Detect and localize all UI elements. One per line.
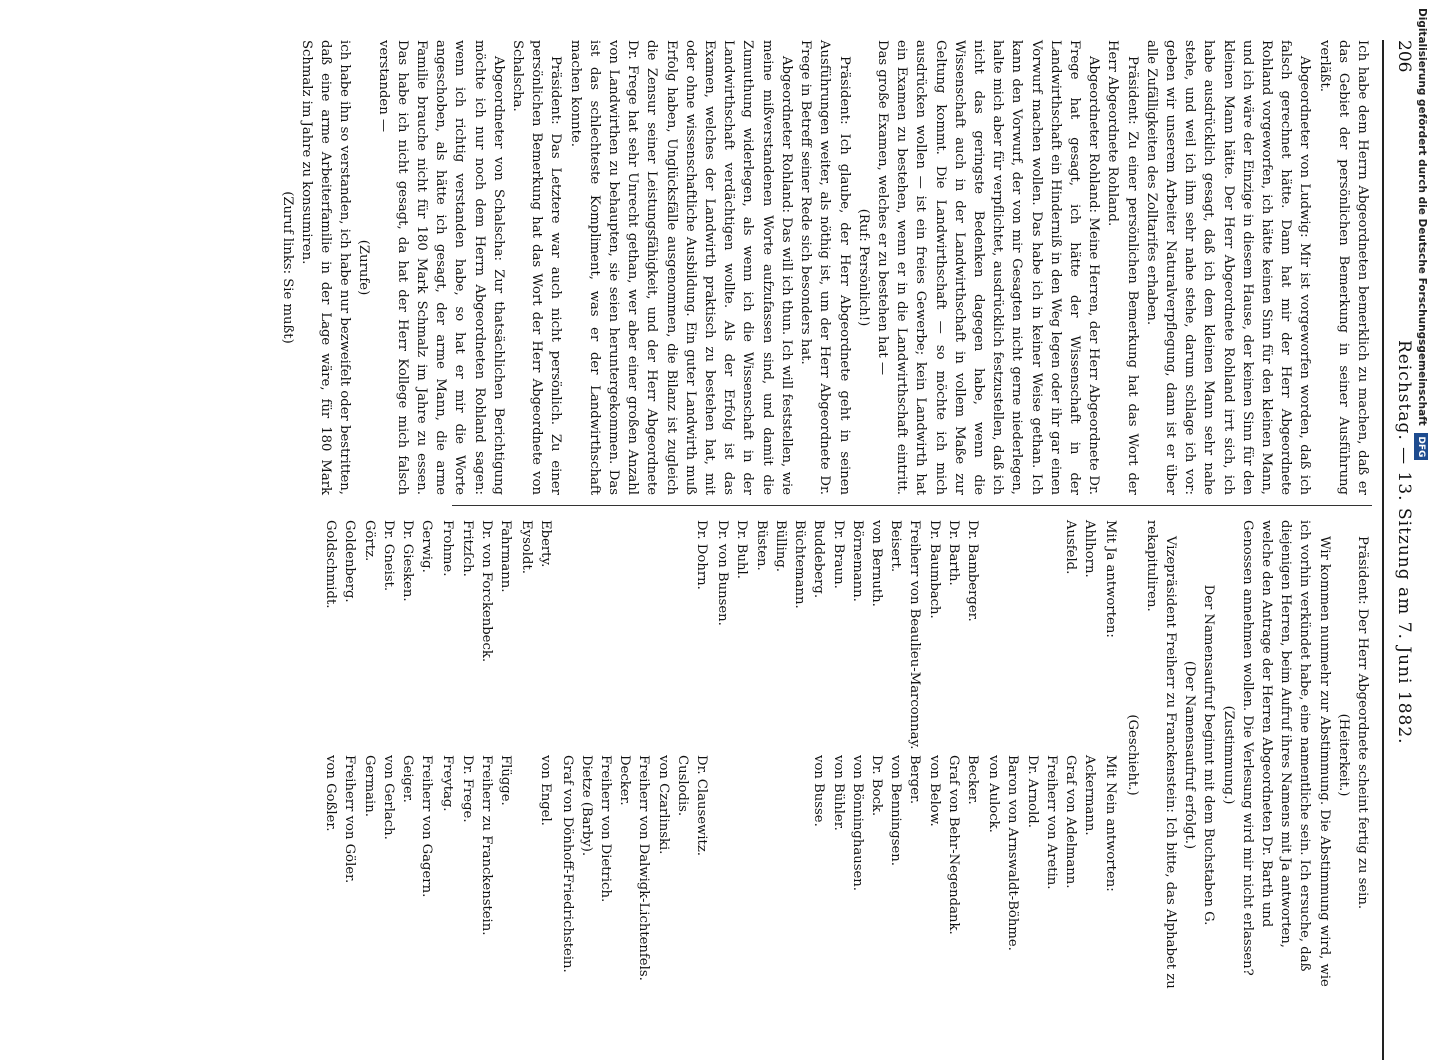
vote-headings — [1101, 520, 1120, 990]
yes-names — [713, 520, 982, 755]
name-entry: Dietze (Barby). — [578, 755, 594, 857]
name-entry: Fahrmann. — [498, 520, 514, 593]
name-entry: Börnemann. — [849, 520, 865, 602]
paragraph: Abgeordneter von Schalscha: Zur thatsächlichen Berichtigung möchte ich nur noch dem Herrn Abgeordneten Rohland sagen: wenn ich richtig verstanden habe, so hat er mir die Worte angeschoben, als hätte ich gesagt, der arme Mann, die arme Familie brauche nicht für 180 Mark Schmalz im Jahre zu essen. Das habe ich nicht gesagt, da hat der Herr Kollege mich falsch verstanden — — [375, 40, 506, 495]
name-entry: Görtz. — [361, 520, 377, 562]
name-entry: Baron von Arnswaldt-Böhme. — [1005, 755, 1021, 951]
name-entry: Ahlhorn. — [1082, 520, 1098, 578]
name-entry: Freiherr von Göler. — [342, 755, 358, 884]
name-entry: Flügge. — [498, 755, 514, 806]
notice-text: Digitalisierung gefördert durch die Deutsche Forschungsgemeinschaft — [1416, 8, 1428, 426]
name-entry: Frohme. — [440, 520, 456, 577]
name-entry: Freytag. — [440, 755, 456, 812]
no-names — [557, 755, 711, 990]
name-entry: Dr. Frege. — [459, 755, 475, 823]
name-entry: Beisert. — [888, 520, 904, 573]
interjection: (Geschieht.) — [1124, 714, 1140, 796]
vote-block — [321, 520, 436, 990]
name-entry: Dr. Braun. — [830, 520, 846, 589]
no-names — [517, 755, 555, 990]
header-rule — [1382, 40, 1384, 1060]
name-entry: Ausfeld. — [1062, 520, 1078, 575]
name-entry: Freiherr von Dalwigk-Lichtenfels. — [636, 755, 652, 981]
paragraph: Präsident: Ich glaube, der Herr Abgeordnete geht in seinen Ausführungen weiter, als nöthig ist, um der Herr Abgeordnete Dr. Frege in Betreff seiner Rede sich besonders hat. — [798, 40, 852, 495]
paragraph: Der Namensaufruf beginnt mit dem Buchstaben G. — [1201, 584, 1217, 926]
paragraph: Präsident: Der Herr Abgeordnete scheint fertig zu sein. — [1355, 536, 1370, 910]
interjection: (Der Namensaufruf erfolgt.) — [1182, 660, 1198, 850]
vote-block — [984, 520, 1099, 990]
interjection: (Zurufe) — [356, 239, 372, 296]
name-entry: Eberty. — [538, 520, 554, 568]
yes-names — [438, 520, 515, 755]
no-names — [438, 755, 515, 990]
name-entry: von Engel. — [538, 755, 554, 826]
name-entry: Dr. von Forckenbeck. — [478, 520, 494, 663]
name-entry: Dr. Arnold. — [1024, 755, 1040, 828]
yes-names — [321, 520, 436, 755]
vote-block — [517, 520, 555, 990]
name-entry: Graf von Dönhoff-Friedrichstein. — [559, 755, 575, 973]
interjection: (Heiterkeit.) — [1335, 713, 1351, 797]
right-column — [323, 520, 1372, 990]
paragraph: Wir kommen nunmehr zur Abstimmung. Die Abstimmung wird, wie ich vorhin verkündet habe, eine namentliche sein. Ich ersuche, daß diejenigen Herren, beim Aufruf ihres Namens mit Ja antworten, welche den Antrage der Herren Abgeordneten Dr. Barth und Genossen annehmen wollen. Die Verlesung wird mir nicht erlassen? — [1239, 520, 1332, 987]
yes-names — [557, 520, 711, 755]
no-names — [984, 755, 1099, 990]
digitization-notice-text — [1412, 8, 1432, 998]
name-entry: Cuslodis. — [674, 755, 690, 817]
yes-heading: Mit Ja antworten: — [1103, 520, 1119, 638]
name-entry: Graf von Behr-Negendank. — [945, 755, 961, 935]
name-entry: von Gerlach. — [380, 755, 396, 840]
name-entry: Gerwig. — [419, 520, 435, 573]
name-entry: Eysoldt. — [519, 520, 535, 574]
name-entry: Dr. Gneist. — [380, 520, 396, 592]
name-entry: von Czarlinski. — [655, 755, 671, 855]
name-entry: Dr. Giesken. — [400, 520, 416, 602]
paragraph: Abgeordneter Rohland: Das will ich thun. Ich will feststellen, wie meine mißverstandenen Worte aufzufassen sind, und damit die Zumuthung widerlegen, als wenn ich die Wissenschaft in der Landwirthschaft verdächtigen wollte. Als der Erfolg ist das Examen, welches der Landwirth praktisch zu bestehen hat, mit oder ohne wissenschaftliche Ausbildung. Ein guter Landwirth muß Erfolg haben, Unglücksfälle ausgenommen, die Bilanz ist zugleich die Zensur seiner Leistungsfähigkeit, und der Herr Abgeordnete Dr. Frege hat sehr Unrecht gethan, wer aber einer großen Anzahl von Landwirthen zu behaupten, sie seien heruntergekommen. Das ist das schlechteste Kompliment, was er der Landwirthschaft machen konnte. — [567, 40, 794, 495]
paragraph: Abgeordneter von Ludwig: Mir ist vorgeworfen worden, daß ich falsch gerechnet hätte. Dann hat mir der Herr Abgeordnete Rohland vorgeworfen, ich hätte keinen Sinn für den kleinen Mann, und ich wäre der Einzige in diesem Hause, der keinen Sinn für den kleinen Mann hätte. Der Herr Abgeordnete Rohland irrt sich, ich habe ausdrücklich gesagt, daß ich dem kleinen Mann sehr nahe stehe, und weil ich ihm sehr nahe stehe, darum schlage ich vor: geben wir unserem Arbeiter Naturalverpflegung, dann ist er über alle Zufälligkeiten des Zolltarifes erhaben. — [1143, 40, 1313, 495]
name-entry: von Bönninghausen. — [849, 755, 865, 891]
vote-block — [713, 520, 982, 990]
name-entry: Becker. — [964, 755, 980, 805]
interjection: (Zustimmung.) — [1220, 705, 1236, 805]
paragraph: Vizepräsident Freiherr zu Franckenstein: Ich bitte, das Alphabet zu rekapituliren. — [1143, 520, 1178, 989]
name-entry: Goldenberg. — [342, 520, 358, 603]
name-entry: Bülling. — [772, 520, 788, 572]
paragraph: Präsident: Das Letztere war auch nicht persönlich. Zu einer persönlichen Bemerkung hat das Wort der Herr Abgeordnete von Schalscha. — [510, 40, 564, 495]
name-entry: Freiherr von Beaulieu-Marconnay. — [907, 520, 923, 750]
paragraph: ich habe ihn so verstanden, ich habe nur bezweifelt oder bestritten, daß eine arme Arbeiterfamilie in der Lage wäre, für 180 Mark Schmalz im Jahre zu konsumiren. — [298, 40, 353, 495]
no-names — [321, 755, 436, 990]
name-entry: Dr. Bamberger. — [964, 520, 980, 622]
vote-block — [438, 520, 515, 990]
name-entry: Fritzſch. — [459, 520, 475, 577]
name-entry: Dr. Clausewitz. — [694, 755, 710, 856]
name-entry: von Bernuth. — [868, 520, 884, 607]
name-entry: Dr. Bock. — [868, 755, 884, 817]
name-entry: Berger. — [907, 755, 923, 805]
name-entry: Graf von Adelmann. — [1062, 755, 1078, 889]
name-entry: von Benningsen. — [888, 755, 904, 866]
name-entry: Dr. Barth. — [945, 520, 961, 586]
vote-block — [557, 520, 711, 990]
name-entry: Dr. Buhl. — [734, 520, 750, 579]
interjection: (Ruf: Persönlich!) — [855, 208, 871, 327]
name-entry: von Bühler. — [830, 755, 846, 831]
dfg-logo: DFG — [1414, 433, 1428, 460]
paragraph: Abgeordneter Rohland: Meine Herren, der Herr Abgeordnete Dr. Frege hat gesagt, ich hätte der Wissenschaft in der Landwirthschaft ein Hinderniß in den Weg legen oder ihr gar einen Vorwurf machen wollen. Das habe ich in keiner Weise gethan. Ich kann den Vorwurf, der von mir Gesagten nicht gerne niederlegen, halte mich aber für verpflichtet, ausdrücklich festzustellen, daß ich nicht das geringste Bedenken dagegen habe, wenn die Wissenschaft auch in der Landwirthschaft in vollem Maße zur Geltung kommt. Die Landwirthschaft — so möchte ich mich ausdrücken wollen — ist ein freies Gewerbe; kein Landwirth hat ein Examen zu bestehen, wenn er in die Landwirthschaft eintritt. Das große Examen, welches er zu bestehen hat — — [874, 40, 1102, 495]
name-entry: Freiherr von Gagern. — [419, 755, 435, 898]
digitization-notice — [1412, 8, 1432, 998]
name-entry: Dr. Baumbach. — [926, 520, 942, 619]
paragraph: Ich habe dem Herrn Abgeordneten bemerklich zu machen, daß er das Gebiet der persönlichen Bemerkung in seiner Ausführung verläßt. — [1316, 40, 1370, 495]
name-entry: Germain. — [361, 755, 377, 817]
name-entry: Goldschmidt. — [323, 520, 339, 609]
name-entry: Dr. von Bunsen. — [715, 520, 731, 626]
name-entry: Geiger. — [400, 755, 416, 803]
name-entry: Ackermann. — [1082, 755, 1098, 836]
name-entry: von Goßler. — [323, 755, 339, 832]
page-number: 206 — [1394, 40, 1414, 73]
name-entry: Freiherr von Dietrich. — [598, 755, 614, 903]
name-entry: von Aulock. — [986, 755, 1002, 833]
yes-names — [984, 520, 1099, 755]
column-divider — [452, 505, 1372, 506]
interjection: (Zuruf links: Sie mußt) — [279, 191, 295, 344]
yes-names — [517, 520, 555, 755]
left-column — [279, 40, 1372, 495]
name-entry: von Busse. — [811, 755, 827, 827]
name-entry: Büsten. — [753, 520, 769, 571]
running-title: Reichstag. — 13. Sitzung am 7. Juni 1882. — [1394, 340, 1414, 745]
name-entry: Buddeberg. — [811, 520, 827, 599]
no-heading: Mit Nein antworten: — [1103, 755, 1119, 892]
name-entry: Freiherr zu Franckenstein. — [478, 755, 494, 936]
name-entry: Büchtemann. — [792, 520, 808, 609]
name-entry: Freiherr von Aretin. — [1043, 755, 1059, 890]
name-entry: von Below. — [926, 755, 942, 827]
name-entry: Dr. Dohrn. — [694, 520, 710, 590]
name-entry: Decker. — [617, 755, 633, 806]
paragraph: Präsident: Zu einer persönlichen Bemerkung hat das Wort der Herr Abgeordnete Rohland. — [1105, 40, 1140, 495]
no-names — [713, 755, 982, 990]
